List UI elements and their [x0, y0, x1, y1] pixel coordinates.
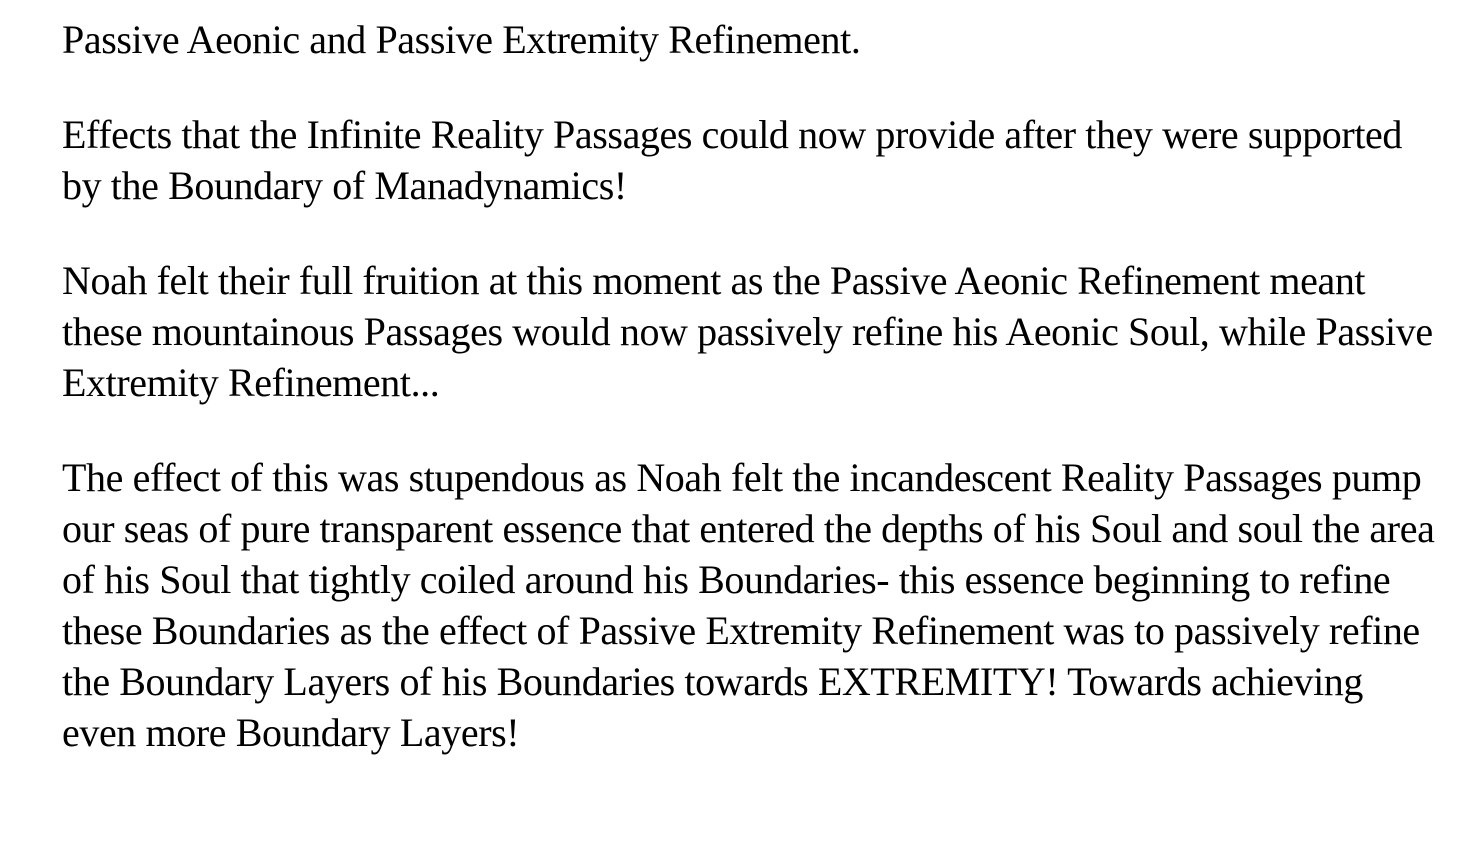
paragraph-heading: Passive Aeonic and Passive Extremity Refinement. [62, 17, 861, 62]
document-page [62, 14, 1442, 758]
paragraph: Effects that the Infinite Reality Passages could now provide after they were supported by the Boundary of Manadynamics! [62, 112, 1402, 208]
paragraph: Noah felt their full fruition at this moment as the Passive Aeonic Refinement meant these mountainous Passages would now passively refine his Aeonic Soul, while Passive Extremity Refinement... [62, 258, 1433, 405]
paragraph: The effect of this was stupendous as Noah felt the incandescent Reality Passages pump our seas of pure transparent essence that entered the depths of his Soul and soul the area of his Soul that tightly coiled around his Boundaries- this essence beginning to refine these Boundaries as the effect of Passive Extremity Refinement was to passively refine the Boundary Layers of his Boundaries towards EXTREMITY! Towards achieving even more Boundary Layers! [62, 455, 1435, 755]
